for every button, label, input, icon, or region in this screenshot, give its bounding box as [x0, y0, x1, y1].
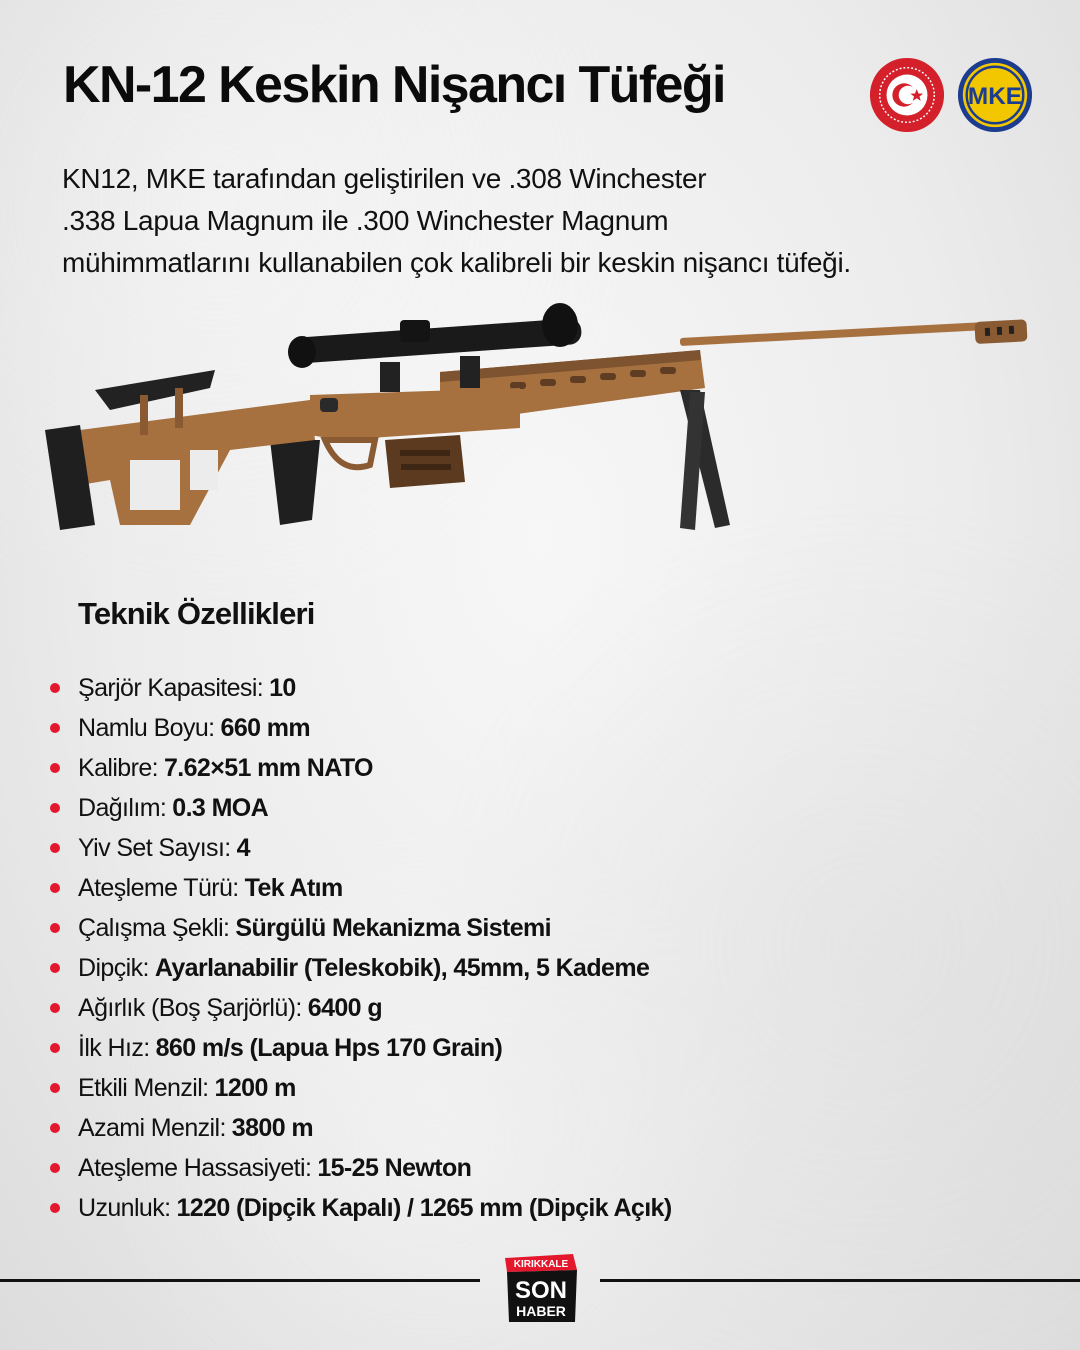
spec-value: 660 mm — [220, 713, 311, 742]
bullet-icon — [50, 1163, 60, 1173]
spec-label: Yiv Set Sayısı: — [78, 833, 231, 862]
spec-value: 1220 (Dipçik Kapalı) / 1265 mm (Dipçik Açık) — [176, 1193, 672, 1222]
spec-list — [50, 668, 672, 1228]
bullet-icon — [50, 843, 60, 853]
bullet-icon — [50, 803, 60, 813]
spec-label: Namlu Boyu: — [78, 713, 215, 742]
footer-divider-left — [0, 1279, 480, 1282]
spec-value: Ayarlanabilir (Teleskobik), 45mm, 5 Kademe — [154, 953, 650, 982]
bullet-icon — [50, 1043, 60, 1053]
spec-label: Ateşleme Türü: — [78, 873, 239, 902]
spec-label: Dağılım: — [78, 793, 167, 822]
spec-value: 6400 g — [307, 993, 382, 1022]
bullet-icon — [50, 923, 60, 933]
spec-item — [50, 748, 672, 788]
page-title: KN-12 Keskin Nişancı Tüfeği — [63, 56, 725, 114]
intro-line: mühimmatlarını kullanabilen çok kalibreli bir keskin nişancı tüfeği. — [62, 247, 851, 278]
intro-line: KN12, MKE tarafından geliştirilen ve .308 Winchester — [62, 163, 707, 194]
spec-value: 0.3 MOA — [172, 793, 269, 822]
spec-item — [50, 948, 672, 988]
spec-item — [50, 668, 672, 708]
spec-value: 7.62×51 mm NATO — [163, 753, 373, 782]
spec-item — [50, 908, 672, 948]
spec-value: 10 — [269, 673, 296, 702]
spec-item — [50, 868, 672, 908]
spec-value: 4 — [236, 833, 250, 862]
spec-item — [50, 708, 672, 748]
spec-item — [50, 1188, 672, 1228]
spec-label: Ağırlık (Boş Şarjörlü): — [78, 993, 302, 1022]
spec-label: Etkili Menzil: — [78, 1073, 209, 1102]
spec-item — [50, 1028, 672, 1068]
spec-item — [50, 1108, 672, 1148]
bullet-icon — [50, 723, 60, 733]
rifle-image — [40, 300, 1040, 540]
mke-logo — [956, 56, 1034, 134]
logo-text-bottom: HABER — [516, 1303, 566, 1319]
bullet-icon — [50, 1003, 60, 1013]
spec-value: 15-25 Newton — [317, 1153, 472, 1182]
spec-value: 1200 m — [214, 1073, 296, 1102]
mke-logo-text: MKE — [967, 82, 1023, 110]
spec-item — [50, 1068, 672, 1108]
spec-label: Azami Menzil: — [78, 1113, 226, 1142]
spec-label: Uzunluk: — [78, 1193, 171, 1222]
kirikkale-son-haber-logo — [503, 1252, 579, 1324]
spec-label: Dipçik: — [78, 953, 149, 982]
spec-label: İlk Hız: — [78, 1033, 150, 1062]
spec-label: Çalışma Şekli: — [78, 913, 230, 942]
spec-label: Ateşleme Hassasiyeti: — [78, 1153, 312, 1182]
spec-value: Sürgülü Mekanizma Sistemi — [235, 913, 552, 942]
ministry-emblem-logo — [868, 56, 946, 134]
bullet-icon — [50, 963, 60, 973]
bullet-icon — [50, 1123, 60, 1133]
bullet-icon — [50, 883, 60, 893]
spec-value: 860 m/s (Lapua Hps 170 Grain) — [155, 1033, 503, 1062]
spec-value: Tek Atım — [244, 873, 343, 902]
footer-divider-right — [600, 1279, 1080, 1282]
spec-value: 3800 m — [231, 1113, 313, 1142]
spec-item — [50, 828, 672, 868]
intro-paragraph — [62, 158, 1022, 284]
bullet-icon — [50, 763, 60, 773]
spec-item — [50, 788, 672, 828]
logo-group — [868, 56, 1038, 136]
intro-line: .338 Lapua Magnum ile .300 Winchester Magnum — [62, 205, 669, 236]
bullet-icon — [50, 683, 60, 693]
bullet-icon — [50, 1203, 60, 1213]
spec-item — [50, 1148, 672, 1188]
section-title: Teknik Özellikleri — [78, 596, 315, 631]
logo-text-top: KIRIKKALE — [513, 1259, 569, 1270]
spec-item — [50, 988, 672, 1028]
spec-label: Şarjör Kapasitesi: — [78, 673, 264, 702]
spec-label: Kalibre: — [78, 753, 158, 782]
bullet-icon — [50, 1083, 60, 1093]
logo-text-mid: SON — [514, 1277, 568, 1304]
